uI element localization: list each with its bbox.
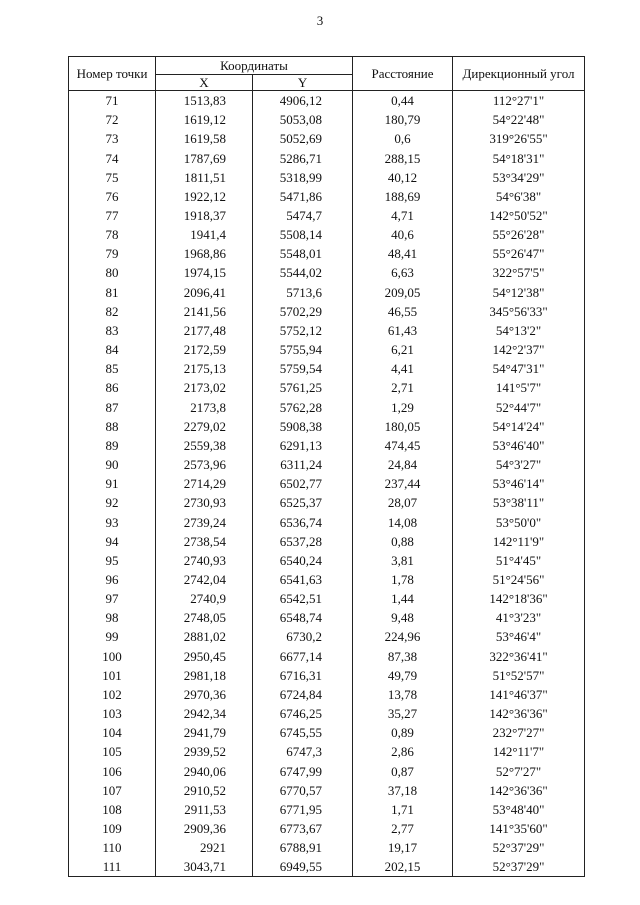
point-number-cell: 104 bbox=[69, 723, 156, 742]
distance-cell: 0,88 bbox=[353, 532, 453, 551]
point-number-cell: 71 bbox=[69, 91, 156, 111]
distance-cell: 180,79 bbox=[353, 110, 453, 129]
table-row bbox=[69, 512, 585, 531]
y-coordinate-cell: 6724,84 bbox=[253, 685, 353, 704]
x-coordinate-cell: 2910,52 bbox=[156, 781, 253, 800]
y-coordinate-cell: 5544,02 bbox=[253, 263, 353, 282]
x-coordinate-cell: 1787,69 bbox=[156, 148, 253, 167]
table-row bbox=[69, 723, 585, 742]
x-coordinate-cell: 2714,29 bbox=[156, 474, 253, 493]
bearing-cell: 141°35'60" bbox=[453, 819, 585, 838]
table-row bbox=[69, 263, 585, 282]
x-coordinate-cell: 2941,79 bbox=[156, 723, 253, 742]
point-number-cell: 76 bbox=[69, 187, 156, 206]
table-row bbox=[69, 436, 585, 455]
y-coordinate-cell: 5759,54 bbox=[253, 359, 353, 378]
x-coordinate-cell: 2748,05 bbox=[156, 608, 253, 627]
bearing-cell: 51°52'57" bbox=[453, 666, 585, 685]
table-row bbox=[69, 685, 585, 704]
x-coordinate-cell: 2742,04 bbox=[156, 570, 253, 589]
point-number-cell: 103 bbox=[69, 704, 156, 723]
y-coordinate-cell: 6525,37 bbox=[253, 493, 353, 512]
x-coordinate-cell: 2739,24 bbox=[156, 512, 253, 531]
table-row bbox=[69, 359, 585, 378]
y-coordinate-cell: 5286,71 bbox=[253, 148, 353, 167]
point-number-cell: 111 bbox=[69, 857, 156, 877]
x-coordinate-cell: 1619,58 bbox=[156, 129, 253, 148]
distance-cell: 14,08 bbox=[353, 512, 453, 531]
y-coordinate-cell: 4906,12 bbox=[253, 91, 353, 111]
bearing-cell: 142°36'36" bbox=[453, 781, 585, 800]
distance-cell: 2,86 bbox=[353, 742, 453, 761]
point-number-cell: 84 bbox=[69, 340, 156, 359]
x-coordinate-cell: 2881,02 bbox=[156, 627, 253, 646]
y-coordinate-cell: 6770,57 bbox=[253, 781, 353, 800]
bearing-cell: 319°26'55" bbox=[453, 129, 585, 148]
y-coordinate-cell: 6537,28 bbox=[253, 532, 353, 551]
bearing-cell: 52°37'29" bbox=[453, 857, 585, 877]
distance-cell: 48,41 bbox=[353, 244, 453, 263]
distance-cell: 37,18 bbox=[353, 781, 453, 800]
distance-cell: 1,71 bbox=[353, 800, 453, 819]
x-coordinate-cell: 2173,8 bbox=[156, 398, 253, 417]
table-row bbox=[69, 704, 585, 723]
y-coordinate-cell: 5471,86 bbox=[253, 187, 353, 206]
y-coordinate-cell: 6747,3 bbox=[253, 742, 353, 761]
y-coordinate-cell: 5762,28 bbox=[253, 398, 353, 417]
y-coordinate-cell: 6502,77 bbox=[253, 474, 353, 493]
y-coordinate-cell: 6745,55 bbox=[253, 723, 353, 742]
x-coordinate-cell: 1918,37 bbox=[156, 206, 253, 225]
table-row bbox=[69, 781, 585, 800]
table-row bbox=[69, 398, 585, 417]
table-row bbox=[69, 742, 585, 761]
x-coordinate-cell: 2942,34 bbox=[156, 704, 253, 723]
distance-cell: 40,6 bbox=[353, 225, 453, 244]
table-row bbox=[69, 532, 585, 551]
bearing-cell: 54°14'24" bbox=[453, 417, 585, 436]
point-number-cell: 98 bbox=[69, 608, 156, 627]
x-coordinate-cell: 2921 bbox=[156, 838, 253, 857]
point-number-cell: 99 bbox=[69, 627, 156, 646]
distance-cell: 209,05 bbox=[353, 283, 453, 302]
distance-cell: 4,41 bbox=[353, 359, 453, 378]
x-coordinate-cell: 1968,86 bbox=[156, 244, 253, 263]
bearing-cell: 53°38'11" bbox=[453, 493, 585, 512]
x-coordinate-cell: 2909,36 bbox=[156, 819, 253, 838]
point-number-cell: 90 bbox=[69, 455, 156, 474]
bearing-cell: 53°48'40" bbox=[453, 800, 585, 819]
bearing-cell: 142°36'36" bbox=[453, 704, 585, 723]
point-number-cell: 94 bbox=[69, 532, 156, 551]
table-row bbox=[69, 647, 585, 666]
header-x: X bbox=[156, 75, 253, 91]
x-coordinate-cell: 2981,18 bbox=[156, 666, 253, 685]
bearing-cell: 141°5'7" bbox=[453, 378, 585, 397]
bearing-cell: 53°46'40" bbox=[453, 436, 585, 455]
distance-cell: 188,69 bbox=[353, 187, 453, 206]
y-coordinate-cell: 5508,14 bbox=[253, 225, 353, 244]
point-number-cell: 79 bbox=[69, 244, 156, 263]
distance-cell: 288,15 bbox=[353, 148, 453, 167]
point-number-cell: 80 bbox=[69, 263, 156, 282]
x-coordinate-cell: 2950,45 bbox=[156, 647, 253, 666]
x-coordinate-cell: 2279,02 bbox=[156, 417, 253, 436]
bearing-cell: 142°2'37" bbox=[453, 340, 585, 359]
header-coordinates: Координаты bbox=[156, 57, 353, 75]
x-coordinate-cell: 2559,38 bbox=[156, 436, 253, 455]
point-number-cell: 91 bbox=[69, 474, 156, 493]
point-number-cell: 75 bbox=[69, 168, 156, 187]
point-number-cell: 82 bbox=[69, 302, 156, 321]
header-bearing: Дирекционный угол bbox=[453, 57, 585, 91]
bearing-cell: 142°11'9" bbox=[453, 532, 585, 551]
y-coordinate-cell: 5713,6 bbox=[253, 283, 353, 302]
distance-cell: 87,38 bbox=[353, 647, 453, 666]
y-coordinate-cell: 5318,99 bbox=[253, 168, 353, 187]
bearing-cell: 54°3'27" bbox=[453, 455, 585, 474]
point-number-cell: 72 bbox=[69, 110, 156, 129]
point-number-cell: 108 bbox=[69, 800, 156, 819]
x-coordinate-cell: 1941,4 bbox=[156, 225, 253, 244]
bearing-cell: 52°37'29" bbox=[453, 838, 585, 857]
distance-cell: 9,48 bbox=[353, 608, 453, 627]
point-number-cell: 107 bbox=[69, 781, 156, 800]
x-coordinate-cell: 2738,54 bbox=[156, 532, 253, 551]
bearing-cell: 52°44'7" bbox=[453, 398, 585, 417]
bearing-cell: 55°26'47" bbox=[453, 244, 585, 263]
y-coordinate-cell: 6788,91 bbox=[253, 838, 353, 857]
table-row bbox=[69, 187, 585, 206]
table-row bbox=[69, 148, 585, 167]
header-y: Y bbox=[253, 75, 353, 91]
distance-cell: 35,27 bbox=[353, 704, 453, 723]
bearing-cell: 52°7'27" bbox=[453, 761, 585, 780]
point-number-cell: 73 bbox=[69, 129, 156, 148]
point-number-cell: 86 bbox=[69, 378, 156, 397]
table-row bbox=[69, 91, 585, 111]
distance-cell: 0,6 bbox=[353, 129, 453, 148]
y-coordinate-cell: 6716,31 bbox=[253, 666, 353, 685]
table-row bbox=[69, 378, 585, 397]
distance-cell: 0,87 bbox=[353, 761, 453, 780]
bearing-cell: 112°27'1" bbox=[453, 91, 585, 111]
table-row bbox=[69, 570, 585, 589]
coordinates-table bbox=[68, 56, 585, 877]
table-row bbox=[69, 819, 585, 838]
distance-cell: 49,79 bbox=[353, 666, 453, 685]
x-coordinate-cell: 1811,51 bbox=[156, 168, 253, 187]
table-row bbox=[69, 608, 585, 627]
y-coordinate-cell: 5761,25 bbox=[253, 378, 353, 397]
y-coordinate-cell: 5052,69 bbox=[253, 129, 353, 148]
distance-cell: 0,44 bbox=[353, 91, 453, 111]
y-coordinate-cell: 6540,24 bbox=[253, 551, 353, 570]
x-coordinate-cell: 2970,36 bbox=[156, 685, 253, 704]
table-row bbox=[69, 627, 585, 646]
y-coordinate-cell: 5702,29 bbox=[253, 302, 353, 321]
point-number-cell: 74 bbox=[69, 148, 156, 167]
bearing-cell: 142°50'52" bbox=[453, 206, 585, 225]
table-row bbox=[69, 244, 585, 263]
distance-cell: 24,84 bbox=[353, 455, 453, 474]
y-coordinate-cell: 6746,25 bbox=[253, 704, 353, 723]
table-row bbox=[69, 474, 585, 493]
y-coordinate-cell: 5548,01 bbox=[253, 244, 353, 263]
table-row bbox=[69, 340, 585, 359]
point-number-cell: 97 bbox=[69, 589, 156, 608]
table-row bbox=[69, 206, 585, 225]
table-row bbox=[69, 761, 585, 780]
table-row bbox=[69, 666, 585, 685]
bearing-cell: 53°46'14" bbox=[453, 474, 585, 493]
distance-cell: 40,12 bbox=[353, 168, 453, 187]
bearing-cell: 54°12'38" bbox=[453, 283, 585, 302]
point-number-cell: 93 bbox=[69, 512, 156, 531]
bearing-cell: 54°18'31" bbox=[453, 148, 585, 167]
point-number-cell: 110 bbox=[69, 838, 156, 857]
distance-cell: 1,78 bbox=[353, 570, 453, 589]
table-row bbox=[69, 168, 585, 187]
point-number-cell: 89 bbox=[69, 436, 156, 455]
bearing-cell: 53°34'29" bbox=[453, 168, 585, 187]
distance-cell: 3,81 bbox=[353, 551, 453, 570]
bearing-cell: 142°18'36" bbox=[453, 589, 585, 608]
distance-cell: 0,89 bbox=[353, 723, 453, 742]
point-number-cell: 101 bbox=[69, 666, 156, 685]
bearing-cell: 41°3'23" bbox=[453, 608, 585, 627]
x-coordinate-cell: 1922,12 bbox=[156, 187, 253, 206]
header-point-number: Номер точки bbox=[69, 57, 156, 91]
x-coordinate-cell: 2939,52 bbox=[156, 742, 253, 761]
bearing-cell: 51°4'45" bbox=[453, 551, 585, 570]
x-coordinate-cell: 2172,59 bbox=[156, 340, 253, 359]
distance-cell: 1,44 bbox=[353, 589, 453, 608]
y-coordinate-cell: 6542,51 bbox=[253, 589, 353, 608]
bearing-cell: 54°13'2" bbox=[453, 321, 585, 340]
distance-cell: 46,55 bbox=[353, 302, 453, 321]
bearing-cell: 53°46'4" bbox=[453, 627, 585, 646]
distance-cell: 1,29 bbox=[353, 398, 453, 417]
x-coordinate-cell: 2173,02 bbox=[156, 378, 253, 397]
header-distance: Расстояние bbox=[353, 57, 453, 91]
point-number-cell: 81 bbox=[69, 283, 156, 302]
point-number-cell: 83 bbox=[69, 321, 156, 340]
x-coordinate-cell: 2177,48 bbox=[156, 321, 253, 340]
point-number-cell: 102 bbox=[69, 685, 156, 704]
y-coordinate-cell: 6536,74 bbox=[253, 512, 353, 531]
x-coordinate-cell: 2940,06 bbox=[156, 761, 253, 780]
y-coordinate-cell: 5908,38 bbox=[253, 417, 353, 436]
y-coordinate-cell: 6730,2 bbox=[253, 627, 353, 646]
y-coordinate-cell: 6771,95 bbox=[253, 800, 353, 819]
distance-cell: 6,63 bbox=[353, 263, 453, 282]
distance-cell: 2,77 bbox=[353, 819, 453, 838]
point-number-cell: 109 bbox=[69, 819, 156, 838]
y-coordinate-cell: 6541,63 bbox=[253, 570, 353, 589]
distance-cell: 4,71 bbox=[353, 206, 453, 225]
distance-cell: 28,07 bbox=[353, 493, 453, 512]
table-row bbox=[69, 551, 585, 570]
table-body bbox=[69, 91, 585, 877]
bearing-cell: 54°6'38" bbox=[453, 187, 585, 206]
point-number-cell: 100 bbox=[69, 647, 156, 666]
x-coordinate-cell: 2740,93 bbox=[156, 551, 253, 570]
bearing-cell: 141°46'37" bbox=[453, 685, 585, 704]
y-coordinate-cell: 5752,12 bbox=[253, 321, 353, 340]
distance-cell: 224,96 bbox=[353, 627, 453, 646]
y-coordinate-cell: 5755,94 bbox=[253, 340, 353, 359]
distance-cell: 6,21 bbox=[353, 340, 453, 359]
point-number-cell: 77 bbox=[69, 206, 156, 225]
point-number-cell: 95 bbox=[69, 551, 156, 570]
distance-cell: 474,45 bbox=[353, 436, 453, 455]
bearing-cell: 51°24'56" bbox=[453, 570, 585, 589]
y-coordinate-cell: 5474,7 bbox=[253, 206, 353, 225]
point-number-cell: 78 bbox=[69, 225, 156, 244]
table-row bbox=[69, 321, 585, 340]
distance-cell: 202,15 bbox=[353, 857, 453, 877]
table-row bbox=[69, 857, 585, 877]
page-number: 3 bbox=[316, 13, 324, 28]
y-coordinate-cell: 6949,55 bbox=[253, 857, 353, 877]
table-row bbox=[69, 838, 585, 857]
y-coordinate-cell: 6747,99 bbox=[253, 761, 353, 780]
bearing-cell: 322°57'5" bbox=[453, 263, 585, 282]
x-coordinate-cell: 2096,41 bbox=[156, 283, 253, 302]
point-number-cell: 85 bbox=[69, 359, 156, 378]
table-row bbox=[69, 129, 585, 148]
distance-cell: 237,44 bbox=[353, 474, 453, 493]
x-coordinate-cell: 1974,15 bbox=[156, 263, 253, 282]
y-coordinate-cell: 6548,74 bbox=[253, 608, 353, 627]
bearing-cell: 54°22'48" bbox=[453, 110, 585, 129]
point-number-cell: 96 bbox=[69, 570, 156, 589]
bearing-cell: 142°11'7" bbox=[453, 742, 585, 761]
table-row bbox=[69, 589, 585, 608]
y-coordinate-cell: 6773,67 bbox=[253, 819, 353, 838]
x-coordinate-cell: 2573,96 bbox=[156, 455, 253, 474]
bearing-cell: 53°50'0" bbox=[453, 512, 585, 531]
x-coordinate-cell: 2175,13 bbox=[156, 359, 253, 378]
x-coordinate-cell: 2730,93 bbox=[156, 493, 253, 512]
x-coordinate-cell: 1513,83 bbox=[156, 91, 253, 111]
table-header bbox=[69, 57, 585, 91]
table-row bbox=[69, 417, 585, 436]
distance-cell: 2,71 bbox=[353, 378, 453, 397]
point-number-cell: 106 bbox=[69, 761, 156, 780]
x-coordinate-cell: 3043,71 bbox=[156, 857, 253, 877]
bearing-cell: 55°26'28" bbox=[453, 225, 585, 244]
table-row bbox=[69, 302, 585, 321]
point-number-cell: 87 bbox=[69, 398, 156, 417]
x-coordinate-cell: 2141,56 bbox=[156, 302, 253, 321]
table-row bbox=[69, 225, 585, 244]
table-row bbox=[69, 800, 585, 819]
point-number-cell: 92 bbox=[69, 493, 156, 512]
x-coordinate-cell: 2740,9 bbox=[156, 589, 253, 608]
x-coordinate-cell: 2911,53 bbox=[156, 800, 253, 819]
y-coordinate-cell: 6677,14 bbox=[253, 647, 353, 666]
table-row bbox=[69, 455, 585, 474]
table-row bbox=[69, 110, 585, 129]
bearing-cell: 54°47'31" bbox=[453, 359, 585, 378]
bearing-cell: 232°7'27" bbox=[453, 723, 585, 742]
distance-cell: 13,78 bbox=[353, 685, 453, 704]
bearing-cell: 322°36'41" bbox=[453, 647, 585, 666]
y-coordinate-cell: 6311,24 bbox=[253, 455, 353, 474]
bearing-cell: 345°56'33" bbox=[453, 302, 585, 321]
y-coordinate-cell: 5053,08 bbox=[253, 110, 353, 129]
point-number-cell: 88 bbox=[69, 417, 156, 436]
distance-cell: 19,17 bbox=[353, 838, 453, 857]
point-number-cell: 105 bbox=[69, 742, 156, 761]
x-coordinate-cell: 1619,12 bbox=[156, 110, 253, 129]
distance-cell: 61,43 bbox=[353, 321, 453, 340]
table-row bbox=[69, 493, 585, 512]
y-coordinate-cell: 6291,13 bbox=[253, 436, 353, 455]
table-row bbox=[69, 283, 585, 302]
distance-cell: 180,05 bbox=[353, 417, 453, 436]
